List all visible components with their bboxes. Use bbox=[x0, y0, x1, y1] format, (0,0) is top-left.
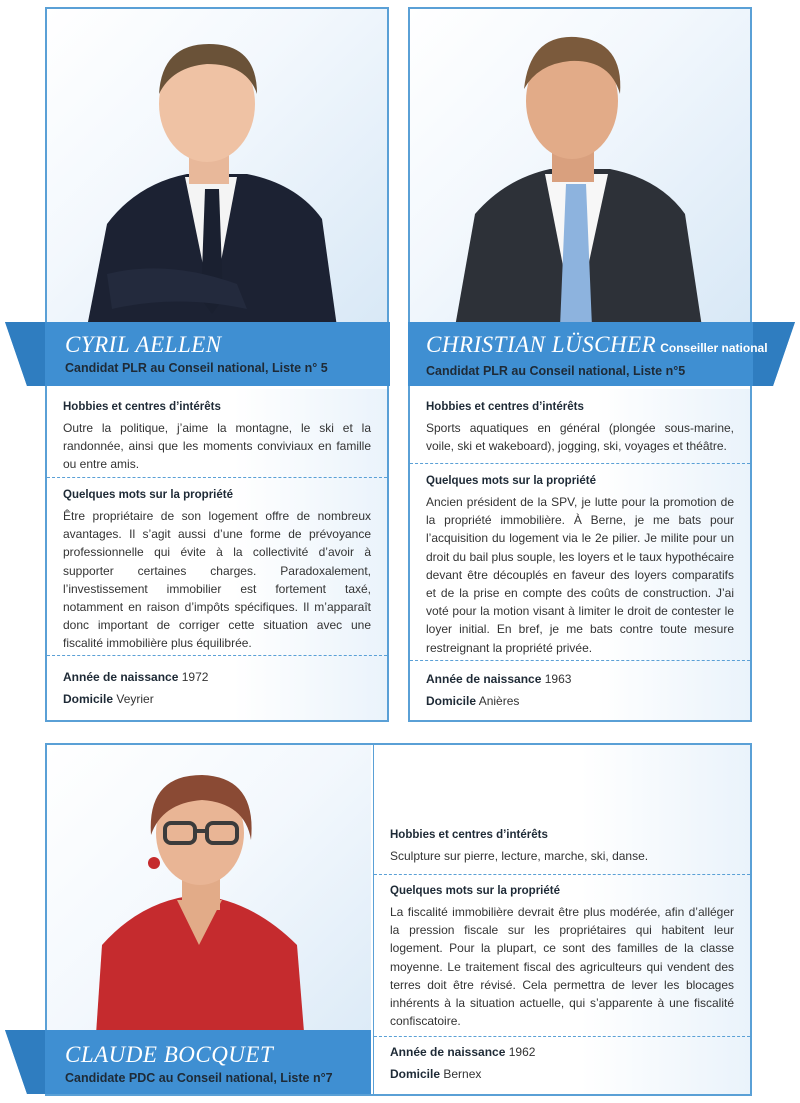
hobbies-text: Outre la politique, j’aime la montagne, le ski et la randonnée, ainsi que les moments conviviaux en famille ou entre amis. bbox=[63, 421, 371, 472]
portrait-man-icon bbox=[410, 9, 750, 327]
candidate-photo bbox=[47, 9, 387, 327]
candidacy-label: Candidate PDC au Conseil national, Liste n°7 bbox=[65, 1071, 333, 1085]
property-text: La fiscalité immobilière devrait être plus modérée, afin d’alléger la pression fiscale sur les propriétaires qui habitent leur logement. Pour la plupart, ce sont des familles de la classe moyenne. Le traitement fiscal des agriculteurs qui vendent des terres doit être révisé. Cela permettra de lever les blocages inhérents à la situation actuelle, qui s’apparente à une fiscalité confiscatoire. bbox=[390, 905, 734, 1029]
candidate-details bbox=[373, 745, 750, 1094]
divider bbox=[410, 660, 750, 661]
birth-year-row bbox=[390, 1043, 734, 1061]
birth-year: 1963 bbox=[544, 672, 572, 686]
hobbies-heading: Hobbies et centres d’intérêts bbox=[390, 829, 548, 841]
candidate-name: CLAUDE BOCQUET bbox=[65, 1042, 274, 1067]
divider bbox=[47, 655, 387, 656]
candidate-name: CHRISTIAN LÜSCHER Conseiller national bbox=[426, 332, 768, 357]
name-banner bbox=[5, 322, 390, 386]
name-banner bbox=[408, 322, 795, 386]
divider bbox=[410, 463, 750, 464]
divider bbox=[374, 874, 750, 875]
candidacy-label: Candidat PLR au Conseil national, Liste n°5 bbox=[426, 364, 686, 378]
name-banner bbox=[5, 1030, 371, 1094]
birth-year: 1962 bbox=[508, 1045, 536, 1059]
birth-year-row bbox=[426, 670, 734, 688]
property-heading: Quelques mots sur la propriété bbox=[426, 475, 596, 487]
hobbies-heading: Hobbies et centres d’intérêts bbox=[63, 401, 221, 413]
hobbies-text: Sculpture sur pierre, lecture, marche, ski, danse. bbox=[390, 849, 649, 863]
birth-year: 1972 bbox=[181, 670, 209, 684]
home-label: Domicile bbox=[390, 1067, 441, 1081]
birth-year-row bbox=[63, 668, 371, 686]
home-row bbox=[426, 692, 734, 710]
home-value: Veyrier bbox=[116, 692, 154, 706]
property-text: Être propriétaire de son logement offre de nombreux avantages. Il s’agit aussi d’une forme de prévoyance professionnelle qui évite à la collectivité d’avoir à supporter certaines charges. Paradoxalement, l’investissement immobilier est fortement taxé, notamment en raison d’impôts spécifiques. Il m’apparaît donc important de corriger cette situation avec une fiscalité immobilière plus équilibrée. bbox=[63, 509, 371, 651]
home-value: Anières bbox=[478, 694, 520, 708]
birth-label: Année de naissance bbox=[426, 672, 542, 686]
home-row bbox=[63, 690, 371, 708]
candidate-name: CYRIL AELLEN bbox=[65, 332, 222, 357]
birth-label: Année de naissance bbox=[63, 670, 179, 684]
property-text: Ancien président de la SPV, je lutte pour la promotion de la propriété immobilière. À Berne, je me bats pour l’acquisition du logement via le 2e pilier. Je milite pour un droit du bail plus souple, les loyers et le taux hypothécaire devant être découplés en faveur des loyers comparatifs et de la prise en compte des coûts de construction. J’ai voté pour la motion visant à limiter le droit de contester le loyer initial. En bref, je me bats contre toute mesure restreignant la propriété privée. bbox=[426, 495, 734, 655]
candidacy-label: Candidat PLR au Conseil national, Liste n° 5 bbox=[65, 361, 328, 375]
hobbies-text: Sports aquatiques en général (plongée sous-marine, voile, ski et wakeboard), jogging, ski, voyages et théâtre. bbox=[426, 421, 734, 454]
hobbies-heading: Hobbies et centres d’intérêts bbox=[426, 401, 584, 413]
candidate-details bbox=[47, 389, 387, 720]
home-label: Domicile bbox=[63, 692, 114, 706]
property-heading: Quelques mots sur la propriété bbox=[390, 885, 560, 897]
home-label: Domicile bbox=[426, 694, 477, 708]
candidate-photo bbox=[410, 9, 750, 327]
divider bbox=[374, 1036, 750, 1037]
candidate-title-tag: Conseiller national bbox=[660, 341, 768, 355]
home-value: Bernex bbox=[443, 1067, 482, 1081]
portrait-man-icon bbox=[47, 9, 387, 327]
divider bbox=[47, 477, 387, 478]
property-heading: Quelques mots sur la propriété bbox=[63, 489, 233, 501]
candidate-details bbox=[410, 389, 750, 720]
home-row bbox=[390, 1065, 734, 1083]
birth-label: Année de naissance bbox=[390, 1045, 506, 1059]
